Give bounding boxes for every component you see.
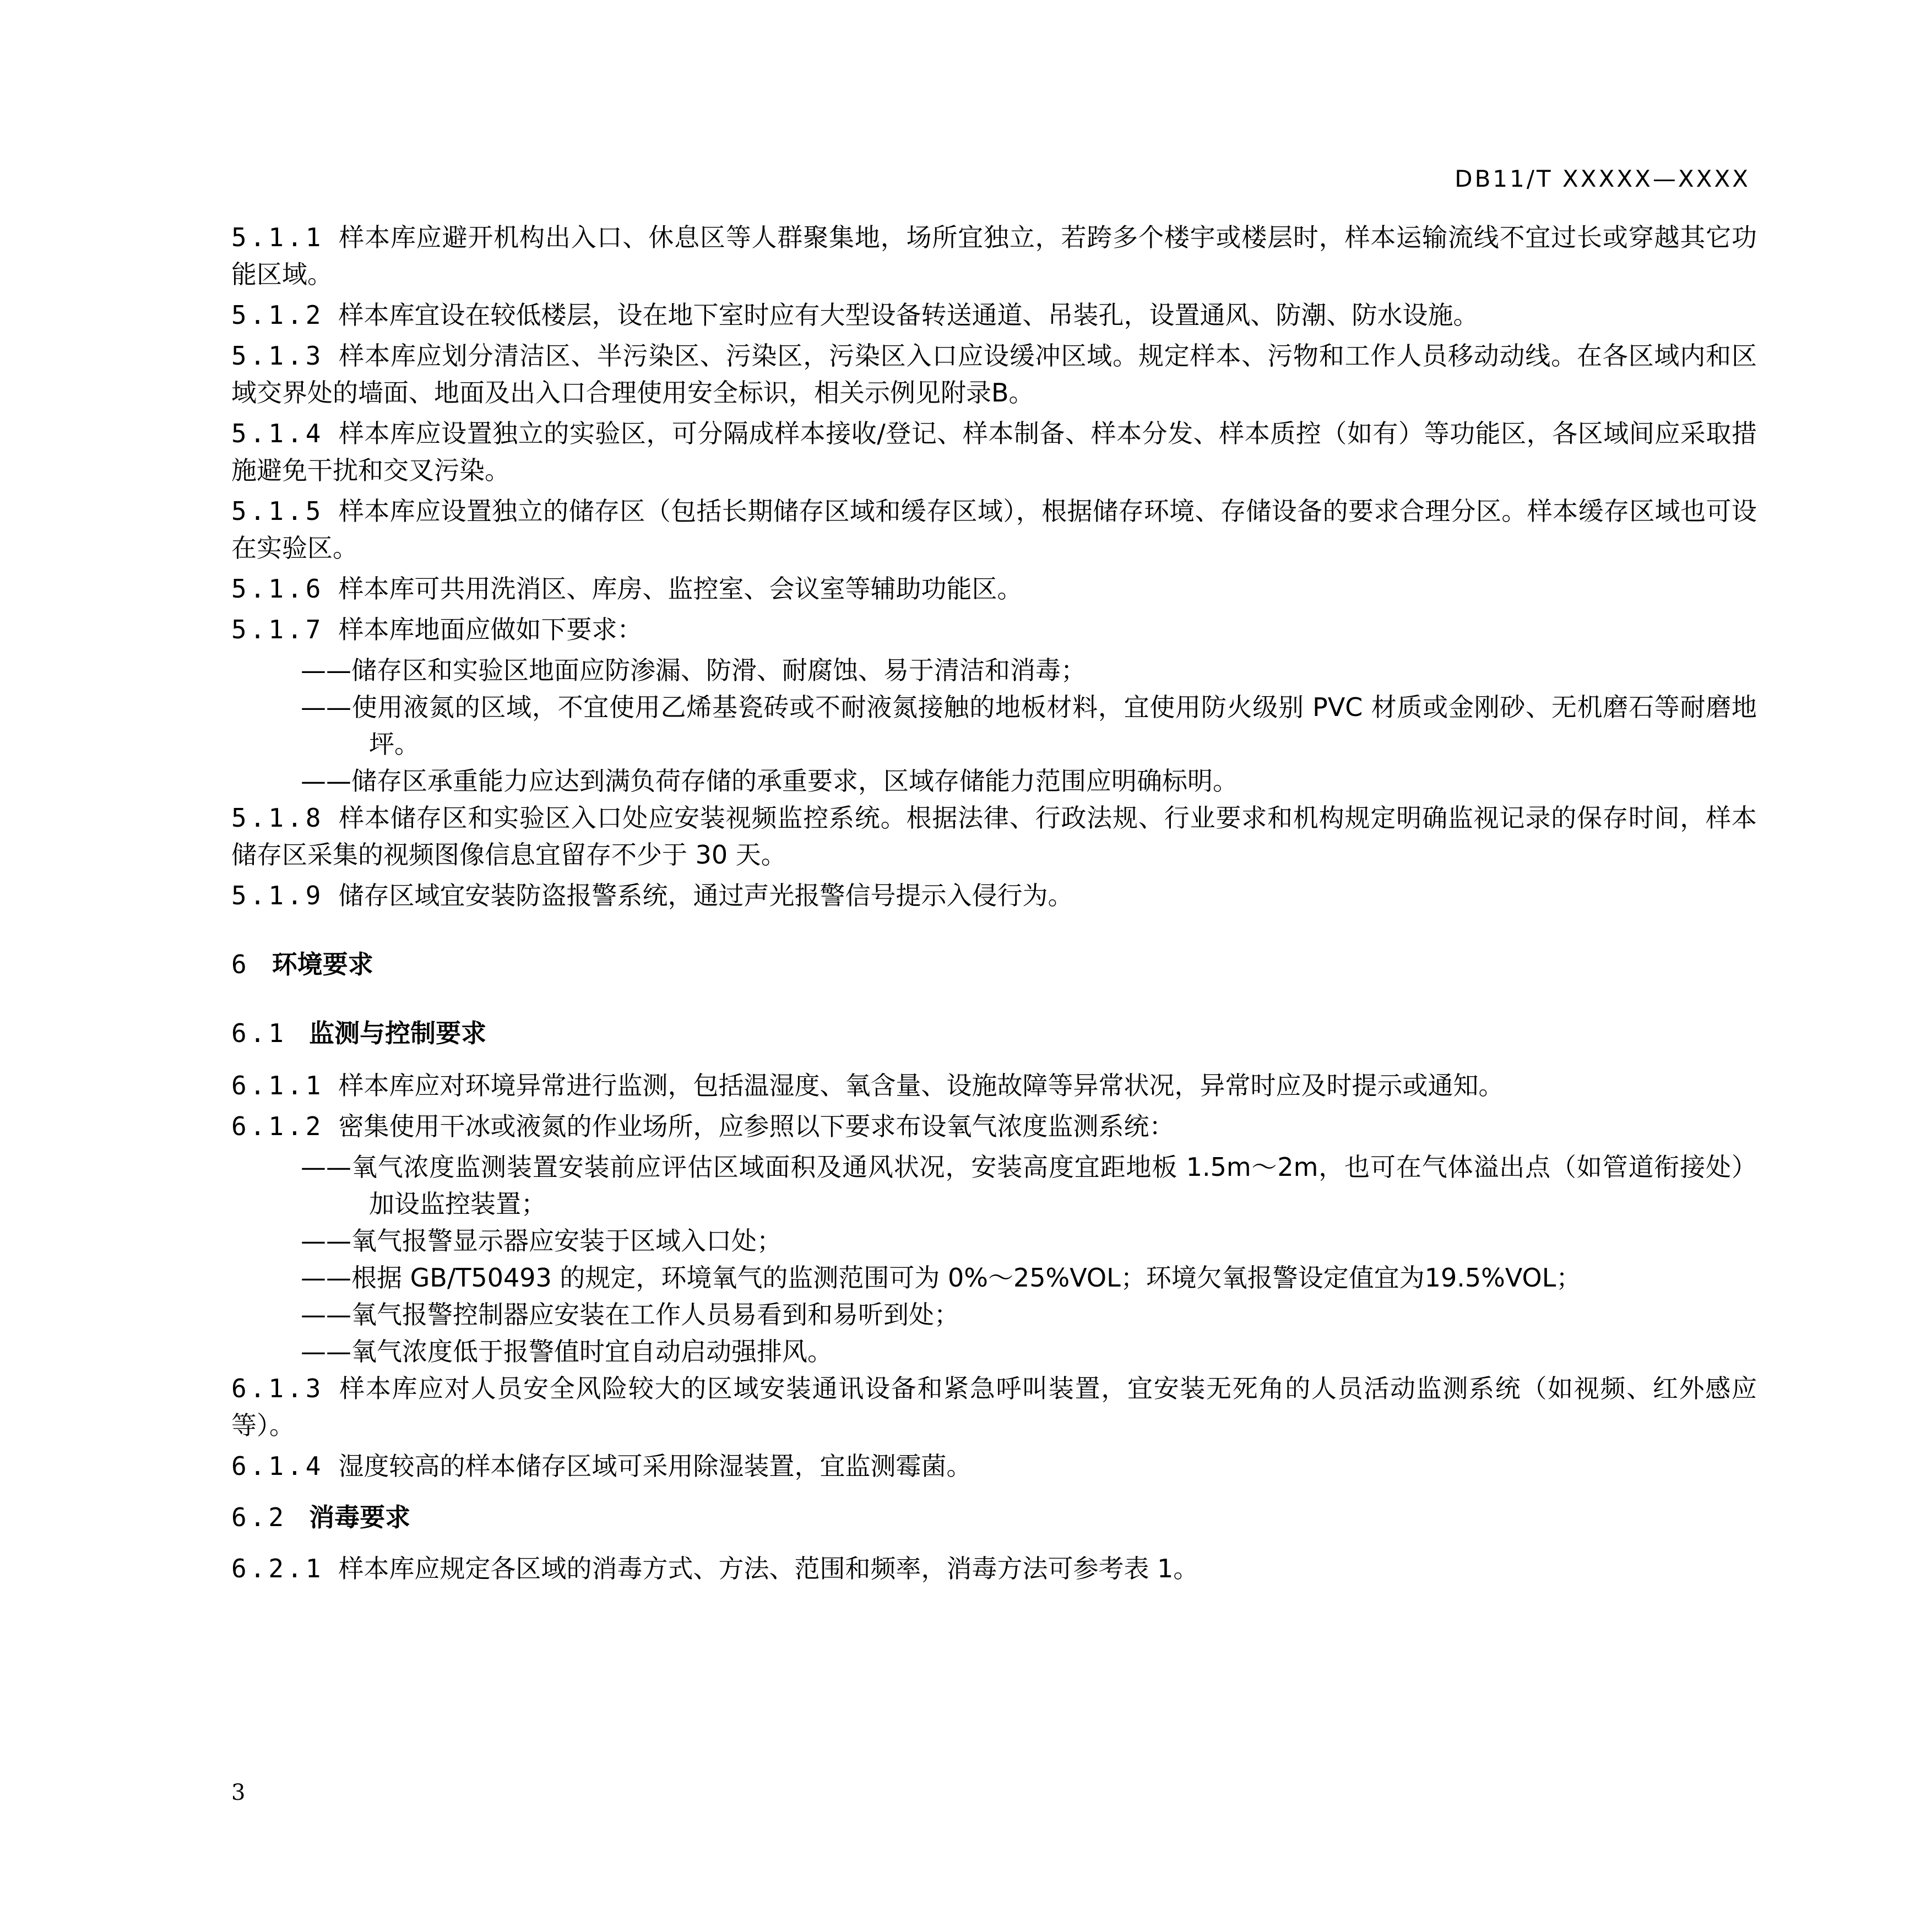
section-number: 6: [231, 949, 250, 979]
clause-5-1-9: [231, 877, 1757, 914]
list-item: ——储存区承重能力应达到满负荷存储的承重要求，区域存储能力范围应明确标明。: [301, 766, 1238, 796]
section-title: 消毒要求: [309, 1502, 411, 1532]
list-item: ——使用液氮的区域，不宜使用乙烯基瓷砖或不耐液氮接触的地板材料，宜使用防火级别 PVC 材质或金刚砂、无机磨石等耐磨地坪。: [301, 692, 1757, 759]
page-number: 3: [231, 1780, 246, 1805]
clause-text: 样本储存区和实验区入口处应安装视频监控系统。根据法律、行政法规、行业要求和机构规定明确监视记录的保存时间，样本储存区采集的视频图像信息宜留存不少于 30 天。: [231, 803, 1757, 870]
clause-text: 样本库应对环境异常进行监测，包括温湿度、氧含量、设施故障等异常状况，异常时应及时提示或通知。: [338, 1071, 1504, 1100]
clause-5-1-7: [231, 611, 1757, 648]
list-item: ——氧气浓度低于报警值时宜自动启动强排风。: [301, 1337, 833, 1366]
clause-number: 5.1.1: [231, 222, 324, 252]
clause-number: 5.1.6: [231, 574, 324, 604]
clause-number: 6.1.1: [231, 1071, 324, 1100]
clause-5-1-4: [231, 415, 1757, 489]
clause-text: 密集使用干冰或液氮的作业场所，应参照以下要求布设氧气浓度监测系统：: [338, 1111, 1175, 1141]
list-item: ——氧气报警控制器应安装在工作人员易看到和易听到处；: [301, 1300, 959, 1329]
clause-number: 5.1.7: [231, 615, 324, 644]
clause-text: 储存区域宜安装防盗报警系统，通过声光报警信号提示入侵行为。: [338, 881, 1073, 910]
clause-6-1-2: [231, 1108, 1757, 1145]
clause-number: 5.1.3: [231, 341, 324, 371]
clause-text: 样本库应规定各区域的消毒方式、方法、范围和频率，消毒方法可参考表 1。: [338, 1554, 1199, 1583]
clause-number: 5.1.2: [231, 300, 324, 330]
clause-6-1-4: [231, 1448, 1757, 1485]
clause-text: 样本库应划分清洁区、半污染区、污染区，污染区入口应设缓冲区域。规定样本、污物和工作人员移动动线。在各区域内和区域交界处的墙面、地面及出入口合理使用安全标识，相关示例见附录B。: [231, 341, 1757, 408]
clause-5-1-1: [231, 219, 1757, 293]
clause-5-1-6: [231, 571, 1757, 607]
list-item: ——储存区和实验区地面应防渗漏、防滑、耐腐蚀、易于清洁和消毒；: [301, 655, 1086, 685]
clause-number: 6.1.3: [231, 1374, 324, 1403]
section-title: 监测与控制要求: [309, 1018, 487, 1048]
clause-number: 5.1.5: [231, 496, 324, 526]
clause-6-2-1: [231, 1550, 1757, 1587]
clause-number: 5.1.4: [231, 419, 324, 448]
clause-text: 样本库可共用洗消区、库房、监控室、会议室等辅助功能区。: [338, 574, 1023, 604]
clause-number: 6.2.1: [231, 1554, 324, 1583]
section-heading-6: [231, 946, 1757, 983]
clause-number: 5.1.9: [231, 881, 324, 910]
clause-6-1-3: [231, 1370, 1757, 1444]
section-number: 6.2: [231, 1502, 287, 1532]
clause-text: 样本库宜设在较低楼层，设在地下室时应有大型设备转送通道、吊装孔，设置通风、防潮、防水设施。: [338, 300, 1479, 330]
clause-6-1-1: [231, 1067, 1757, 1104]
section-title: 环境要求: [272, 949, 373, 979]
clause-text: 样本库应设置独立的实验区，可分隔成样本接收/登记、样本制备、样本分发、样本质控（如有）等功能区，各区域间应采取措施避免干扰和交叉污染。: [231, 419, 1757, 485]
list-item: ——氧气报警显示器应安装于区域入口处；: [301, 1226, 782, 1256]
clause-5-1-5: [231, 493, 1757, 567]
clause-5-1-3: [231, 338, 1757, 411]
section-number: 6.1: [231, 1018, 287, 1048]
clause-number: 6.1.2: [231, 1111, 324, 1141]
clause-number: 6.1.4: [231, 1451, 324, 1481]
clause-text: 样本库应设置独立的储存区（包括长期储存区域和缓存区域），根据储存环境、存储设备的要求合理分区。样本缓存区域也可设在实验区。: [231, 496, 1757, 563]
section-heading-6-1: [231, 1015, 1757, 1052]
section-heading-6-2: [231, 1499, 1757, 1536]
clause-5-1-8: [231, 800, 1757, 873]
list-item: ——氧气浓度监测装置安装前应评估区域面积及通风状况，安装高度宜距地板 1.5m～2m，也可在气体溢出点（如管道衔接处）加设监控装置；: [301, 1152, 1757, 1219]
clause-5-1-2: [231, 297, 1757, 334]
clause-text: 样本库应对人员安全风险较大的区域安装通讯设备和紧急呼叫装置，宜安装无死角的人员活动监测系统（如视频、红外感应等）。: [231, 1374, 1757, 1440]
clause-number: 5.1.8: [231, 803, 324, 833]
clause-text: 样本库地面应做如下要求：: [338, 615, 643, 644]
document-id-header: DB11/T XXXXX—XXXX: [1455, 165, 1750, 192]
list-item: ——根据 GB/T50493 的规定，环境氧气的监测范围可为 0%～25%VOL；环境欠氧报警设定值宜为19.5%VOL；: [301, 1263, 1582, 1293]
clause-text: 湿度较高的样本储存区域可采用除湿装置，宜监测霉菌。: [338, 1451, 972, 1481]
clause-text: 样本库应避开机构出入口、休息区等人群聚集地，场所宜独立，若跨多个楼宇或楼层时，样本运输流线不宜过长或穿越其它功能区域。: [231, 222, 1757, 289]
document-body: [231, 219, 1757, 1591]
